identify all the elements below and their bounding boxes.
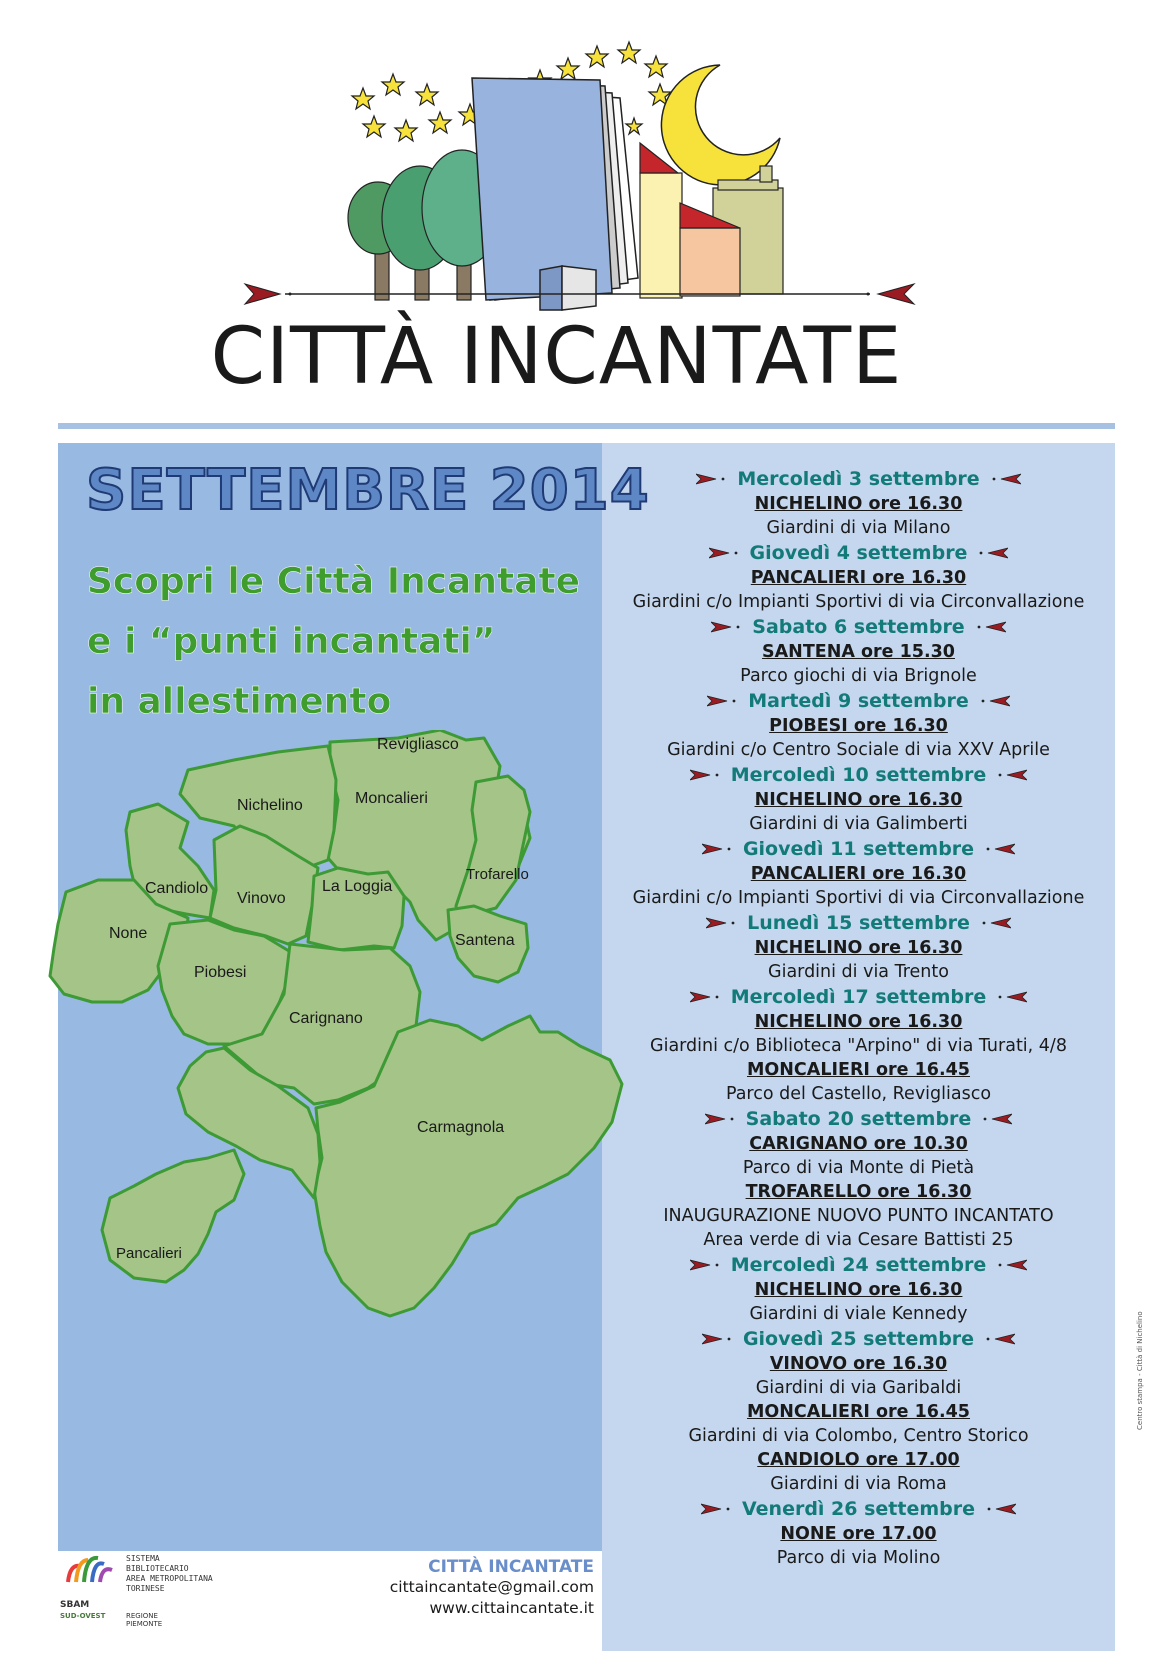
arrow-left-icon: [982, 1332, 1016, 1346]
arrow-right-icon: [700, 1502, 734, 1516]
event-town-time: CANDIOLO ore 17.00: [757, 1450, 960, 1470]
event-location-line: [602, 1156, 1115, 1180]
municipalities-map: [38, 730, 658, 1370]
event-location: Giardini di via Trento: [768, 962, 949, 982]
star-icon: [363, 116, 385, 137]
event-location: Giardini di via Roma: [770, 1474, 947, 1494]
event-town-line: [602, 640, 1115, 664]
event-date-heading: [602, 466, 1115, 492]
arrow-left-icon: [994, 768, 1028, 782]
event-location-line: [602, 1472, 1115, 1496]
star-icon: [395, 120, 417, 141]
event-entry: [602, 836, 1115, 910]
event-date: Giovedì 25 settembre: [742, 1328, 975, 1350]
arrow-left-icon: [979, 1112, 1013, 1126]
arrow-left-icon: [994, 990, 1028, 1004]
event-location-line: [602, 960, 1115, 984]
city-book-illustration: [240, 38, 940, 328]
arrow-right-icon: [701, 1332, 735, 1346]
arrow-right-icon: [704, 1112, 738, 1126]
event-town-time: NICHELINO ore 16.30: [754, 1280, 963, 1300]
event-location-line: [602, 1204, 1115, 1228]
event-town-line: [602, 1180, 1115, 1204]
event-town-line: [602, 492, 1115, 516]
event-location: Parco di via Monte di Pietà: [742, 1158, 975, 1178]
event-entry: [602, 614, 1115, 688]
arrow-left-icon: [994, 1258, 1028, 1272]
event-town-line: [602, 936, 1115, 960]
contact-block: [380, 1557, 594, 1619]
arrow-right-icon: [708, 546, 742, 560]
contact-website[interactable]: www.cittaincantate.it: [429, 1599, 594, 1617]
arrow-right-icon: [695, 472, 729, 486]
contact-title: CITTÀ INCANTATE: [428, 1557, 594, 1577]
event-town-line: [602, 566, 1115, 590]
star-icon: [352, 88, 374, 109]
regione-piemonte-label: [126, 1612, 162, 1628]
star-icon: [416, 84, 438, 105]
event-town-time: MONCALIERI ore 16.45: [747, 1060, 970, 1080]
event-location-line: [602, 812, 1115, 836]
map-label: Moncalieri: [355, 790, 428, 807]
event-date-heading: [602, 762, 1115, 788]
event-date: Lunedì 15 settembre: [747, 912, 970, 934]
event-town-time: VINOVO ore 16.30: [769, 1354, 948, 1374]
event-entry: [602, 984, 1115, 1106]
event-town-line: [602, 1522, 1115, 1546]
event-date: Giovedì 4 settembre: [749, 542, 968, 564]
arrow-right-icon: [710, 620, 744, 634]
event-location-line: [602, 886, 1115, 910]
event-date-heading: [602, 614, 1115, 640]
event-location-line: [602, 1424, 1115, 1448]
event-town-line: [602, 1352, 1115, 1376]
event-date: Sabato 20 settembre: [745, 1108, 972, 1130]
event-location: Giardini di via Milano: [766, 518, 951, 538]
page-title: CITTÀ INCANTATE: [210, 312, 903, 402]
event-location: Giardini di via Galimberti: [749, 814, 968, 834]
arrow-right-icon: [689, 1258, 723, 1272]
event-location-line: [602, 1546, 1115, 1570]
event-location: Parco di via Molino: [776, 1548, 941, 1568]
event-town-line: [602, 1010, 1115, 1034]
tagline: [87, 552, 580, 732]
event-date: Mercoledì 24 settembre: [730, 1254, 987, 1276]
book-icon: [472, 78, 638, 310]
side-credit: Centro stampa - Città di Nichelino: [1136, 1311, 1144, 1430]
event-date: Martedì 9 settembre: [748, 690, 969, 712]
event-date-heading: [602, 688, 1115, 714]
arrow-left-icon: [975, 546, 1009, 560]
arrow-left-icon: [988, 472, 1022, 486]
event-town-line: [602, 714, 1115, 738]
arrow-right-icon: [689, 768, 723, 782]
event-date-heading: [602, 1326, 1115, 1352]
sbam-label: SBAM: [60, 1600, 90, 1610]
event-location: Giardini di via Garibaldi: [755, 1378, 962, 1398]
sbam-description: SISTEMA BIBLIOTECARIO AREA METROPOLITANA TORINESE: [126, 1554, 213, 1593]
arrow-right-icon: [689, 990, 723, 1004]
event-location: Giardini di via Colombo, Centro Storico: [688, 1426, 1029, 1446]
arrow-left-icon: [982, 842, 1016, 856]
event-date-heading: [602, 984, 1115, 1010]
event-date: Mercoledì 3 settembre: [737, 468, 980, 490]
map-label: Carignano: [289, 1010, 363, 1027]
event-entry: [602, 688, 1115, 762]
event-town-time: PIOBESI ore 16.30: [769, 716, 948, 736]
event-town-time: SANTENA ore 15.30: [762, 642, 955, 662]
event-location: Giardini di viale Kennedy: [749, 1304, 968, 1324]
events-list: [602, 466, 1115, 1570]
event-date: Mercoledì 17 settembre: [730, 986, 987, 1008]
event-town-time: MONCALIERI ore 16.45: [747, 1402, 970, 1422]
event-location-line: [602, 1228, 1115, 1252]
arrow-left-icon: [977, 694, 1011, 708]
event-location: Giardini c/o Centro Sociale di via XXV Aprile: [667, 740, 1050, 760]
map-label: Vinovo: [237, 890, 286, 907]
sbam-logo: [60, 1552, 260, 1632]
event-date-heading: [602, 1106, 1115, 1132]
event-location: Giardini c/o Impianti Sportivi di via Circonvallazione: [632, 592, 1085, 612]
event-location-line: [602, 590, 1115, 614]
event-location-line: [602, 1376, 1115, 1400]
event-date: Giovedì 11 settembre: [742, 838, 975, 860]
month-title: SETTEMBRE 2014: [86, 458, 650, 523]
map-label: Pancalieri: [116, 1245, 182, 1262]
arrow-right-icon: [701, 842, 735, 856]
event-entry: [602, 1106, 1115, 1252]
arrow-right-icon: [705, 916, 739, 930]
event-date-heading: [602, 1252, 1115, 1278]
map-label: Carmagnola: [417, 1119, 505, 1136]
map-label: La Loggia: [322, 878, 393, 895]
event-town-line: [602, 788, 1115, 812]
event-entry: [602, 540, 1115, 614]
star-icon: [429, 112, 451, 133]
event-town-time: PANCALIERI ore 16.30: [750, 864, 967, 884]
event-entry: [602, 466, 1115, 540]
event-entry: [602, 910, 1115, 984]
event-town-line: [602, 1448, 1115, 1472]
event-date-heading: [602, 540, 1115, 566]
event-location-line: [602, 1302, 1115, 1326]
sbam-logo-icon: [60, 1552, 120, 1598]
event-location: INAUGURAZIONE NUOVO PUNTO INCANTATO: [663, 1206, 1054, 1226]
event-entry: [602, 762, 1115, 836]
event-location: Parco del Castello, Revigliasco: [725, 1084, 992, 1104]
event-town-time: NICHELINO ore 16.30: [754, 494, 963, 514]
event-location-line: [602, 1034, 1115, 1058]
tagline-line: e i “punti incantati”: [87, 621, 496, 662]
star-icon: [382, 74, 404, 95]
event-town-line: [602, 862, 1115, 886]
map-label: Revigliasco: [377, 736, 459, 753]
event-location: Giardini c/o Impianti Sportivi di via Circonvallazione: [632, 888, 1085, 908]
map-label: Santena: [455, 932, 515, 949]
event-town-time: NICHELINO ore 16.30: [754, 1012, 963, 1032]
arrow-left-icon: [978, 916, 1012, 930]
star-icon: [557, 58, 579, 79]
event-location-line: [602, 664, 1115, 688]
event-location: Area verde di via Cesare Battisti 25: [703, 1230, 1014, 1250]
event-date: Mercoledì 10 settembre: [730, 764, 987, 786]
star-icon: [586, 46, 608, 67]
map-label: Nichelino: [237, 797, 303, 814]
regione-text: REGIONE PIEMONTE: [126, 1612, 163, 1628]
map-label: Candiolo: [145, 880, 209, 897]
event-town-time: NONE ore 17.00: [780, 1524, 937, 1544]
event-town-line: [602, 1400, 1115, 1424]
sbam-sublabel: SUD-OVEST: [60, 1612, 106, 1620]
event-date: Sabato 6 settembre: [752, 616, 965, 638]
arrow-right-icon: [706, 694, 740, 708]
tagline-line: in allestimento: [87, 681, 392, 722]
contact-email[interactable]: cittaincantate@gmail.com: [389, 1578, 594, 1596]
star-icon: [618, 42, 640, 63]
event-town-time: PANCALIERI ore 16.30: [750, 568, 967, 588]
event-location-line: [602, 1082, 1115, 1106]
event-location: Giardini c/o Biblioteca "Arpino" di via Turati, 4/8: [650, 1036, 1067, 1056]
arrow-left-icon: [983, 1502, 1017, 1516]
event-location-line: [602, 516, 1115, 540]
event-town-line: [602, 1132, 1115, 1156]
event-date-heading: [602, 910, 1115, 936]
map-label: None: [109, 925, 148, 942]
event-entry: [602, 1252, 1115, 1326]
event-date-heading: [602, 836, 1115, 862]
event-location: Parco giochi di via Brignole: [740, 666, 977, 686]
event-date-heading: [602, 1496, 1115, 1522]
arrow-left-icon: [245, 284, 280, 304]
tagline-line: Scopri le Città Incantate: [87, 561, 581, 602]
event-location-line: [602, 738, 1115, 762]
event-town-time: NICHELINO ore 16.30: [754, 938, 963, 958]
arrow-left-icon: [973, 620, 1007, 634]
event-town-time: NICHELINO ore 16.30: [754, 790, 963, 810]
map-label: Trofarello: [466, 866, 529, 883]
map-label: Piobesi: [194, 964, 247, 981]
event-town-line: [602, 1278, 1115, 1302]
event-date: Venerdì 26 settembre: [741, 1498, 976, 1520]
arrow-right-icon: [878, 284, 914, 304]
event-town-line: [602, 1058, 1115, 1082]
map-region-pancalieri: [102, 1150, 244, 1282]
title-rule: [58, 423, 1115, 429]
event-entry: [602, 1496, 1115, 1570]
event-entry: [602, 1326, 1115, 1496]
event-town-time: TROFARELLO ore 16.30: [745, 1182, 972, 1202]
star-icon: [645, 56, 667, 77]
star-icon: [626, 118, 642, 134]
event-town-time: CARIGNANO ore 10.30: [749, 1134, 968, 1154]
